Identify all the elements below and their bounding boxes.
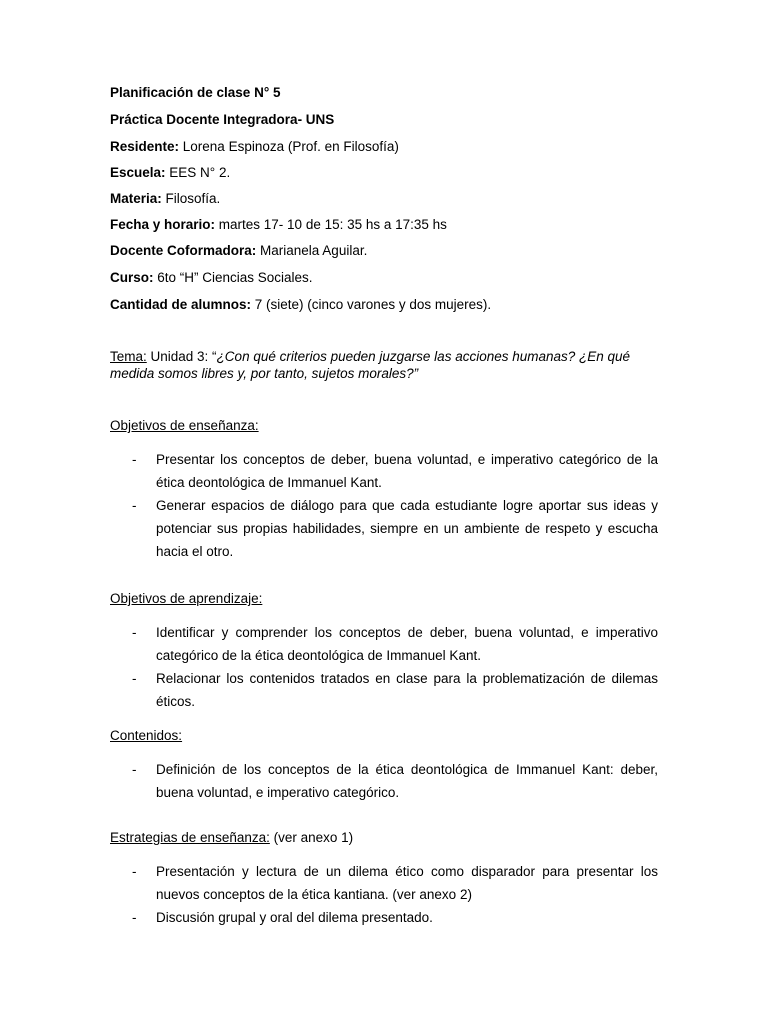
objetivos-ensenanza-title: Objetivos de enseñanza: (110, 418, 259, 433)
list-item: - Generar espacios de diálogo para que cada estudiante logre aportar sus ideas y potenciar sus propias habilidades, siempre en un ambiente de respeto y escucha hacia el otro. (110, 494, 658, 563)
bullet-dash: - (132, 625, 137, 640)
curso-value: 6to “H” Ciencias Sociales. (153, 270, 313, 285)
residente-label: Residente: (110, 139, 180, 154)
list-item: - Identificar y comprender los conceptos de deber, buena voluntad, e imperativo categórico de la ética deontológica de Immanuel Kant. (110, 621, 658, 667)
residente-value: Lorena Espinoza (Prof. en Filosofía) (179, 139, 399, 154)
bullet-dash: - (132, 910, 137, 925)
tema-block (110, 348, 670, 382)
residente-line (110, 138, 670, 156)
list-item: - Presentación y lectura de un dilema ético como disparador para presentar los nuevos conceptos de la ética kantiana. (ver anexo 2) (110, 860, 658, 906)
docente-label: Docente Coformadora: (110, 243, 257, 258)
list-item: - Discusión grupal y oral del dilema presentado. (110, 906, 658, 929)
tema-question: ¿Con qué criterios pueden juzgarse las acciones humanas? ¿En qué medida somos libres y, por tanto, sujetos morales?” (110, 349, 631, 381)
bullet-dash: - (132, 671, 137, 686)
curso-line (110, 269, 670, 287)
bullet-dash: - (132, 498, 137, 513)
list-item: - Presentar los conceptos de deber, buena voluntad, e imperativo categórico de la ética deontológica de Immanuel Kant. (110, 448, 658, 494)
document-title: Planificación de clase N° 5 (110, 85, 281, 100)
estrategias-title: Estrategias de enseñanza: (110, 830, 270, 845)
list-item: - Definición de los conceptos de la ética deontológica de Immanuel Kant: deber, buena voluntad, e imperativo categórico. (110, 758, 658, 804)
fecha-line (110, 216, 670, 234)
cantidad-value: 7 (siete) (cinco varones y dos mujeres). (251, 297, 492, 312)
docente-value: Marianela Aguilar. (256, 243, 368, 258)
bullet-dash: - (132, 864, 137, 879)
escuela-line (110, 164, 670, 182)
document-subtitle: Práctica Docente Integradora- UNS (110, 112, 335, 127)
objetivos-aprendizaje-list (110, 621, 658, 713)
fecha-label: Fecha y horario: (110, 217, 216, 232)
bullet-dash: - (132, 452, 137, 467)
bullet-dash: - (132, 762, 137, 777)
materia-line (110, 190, 670, 208)
estrategias-note: (ver anexo 1) (269, 830, 354, 845)
curso-label: Curso: (110, 270, 154, 285)
list-item: - Relacionar los contenidos tratados en clase para la problematización de dilemas éticos. (110, 667, 658, 713)
materia-label: Materia: (110, 191, 162, 206)
tema-prefix: Unidad 3: “ (146, 349, 217, 364)
objetivos-aprendizaje-title: Objetivos de aprendizaje: (110, 591, 263, 606)
tema-label: Tema: (110, 349, 147, 364)
escuela-value: EES N° 2. (165, 165, 231, 180)
contenidos-title: Contenidos: (110, 728, 183, 743)
cantidad-label: Cantidad de alumnos: (110, 297, 252, 312)
cantidad-line (110, 296, 670, 314)
contenidos-list (110, 758, 658, 804)
estrategias-title-line (110, 829, 353, 847)
materia-value: Filosofía. (161, 191, 221, 206)
docente-line (110, 242, 670, 260)
objetivos-ensenanza-list (110, 448, 658, 563)
fecha-value: martes 17- 10 de 15: 35 hs a 17:35 hs (215, 217, 447, 232)
escuela-label: Escuela: (110, 165, 166, 180)
estrategias-list (110, 860, 658, 929)
